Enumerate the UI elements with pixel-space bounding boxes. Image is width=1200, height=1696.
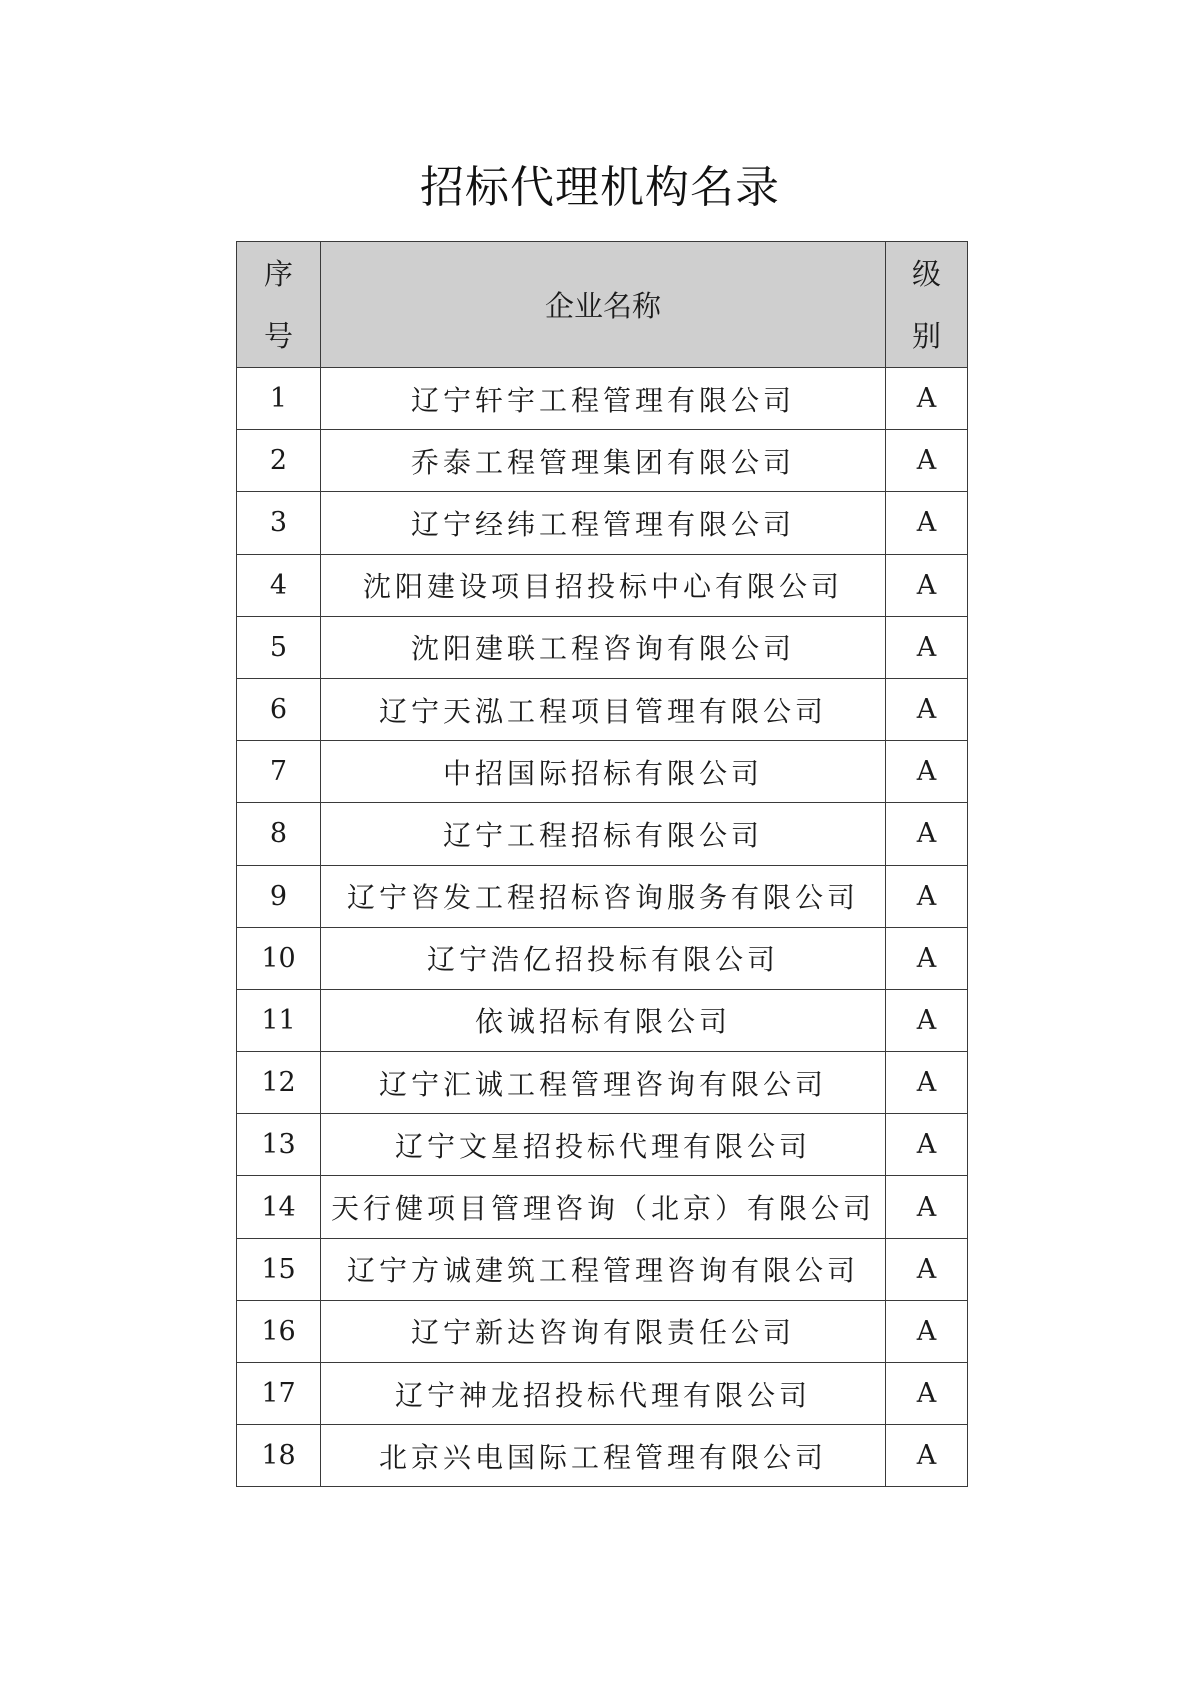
row-number-cell: 13 [237,1114,321,1176]
company-name-cell: 中招国际招标有限公司 [321,741,886,803]
grade-cell: A [886,927,968,989]
row-number-cell: 17 [237,1363,321,1425]
grade-cell: A [886,741,968,803]
row-number-cell: 12 [237,1052,321,1114]
table-row [237,554,968,616]
company-name-cell: 辽宁工程招标有限公司 [321,803,886,865]
column-header-name [321,242,886,368]
company-name-cell: 乔泰工程管理集团有限公司 [321,430,886,492]
row-number-cell: 15 [237,1238,321,1300]
table-row [237,1363,968,1425]
table-body [237,368,968,1487]
row-number-cell: 9 [237,865,321,927]
row-number-cell: 11 [237,989,321,1051]
row-number-cell: 1 [237,368,321,430]
table-row [237,368,968,430]
column-header-name-label: 企业名称 [544,289,661,323]
grade-cell: A [886,1114,968,1176]
table-row [237,741,968,803]
table-row [237,865,968,927]
row-number-cell: 4 [237,554,321,616]
grade-cell: A [886,1052,968,1114]
table-row [237,616,968,678]
grade-cell: A [886,1176,968,1238]
grade-cell: A [886,492,968,554]
table-row [237,1114,968,1176]
table-row [237,989,968,1051]
table-row [237,803,968,865]
table-row [237,430,968,492]
company-name-cell: 辽宁文星招投标代理有限公司 [321,1114,886,1176]
row-number-cell: 16 [237,1300,321,1362]
company-name-cell: 沈阳建联工程咨询有限公司 [321,616,886,678]
table-header [237,242,968,368]
row-number-cell: 10 [237,927,321,989]
company-name-cell: 辽宁神龙招投标代理有限公司 [321,1363,886,1425]
column-header-grade [886,242,968,368]
grade-cell: A [886,1363,968,1425]
page-title: 招标代理机构名录 [420,162,780,213]
table-row [237,492,968,554]
company-name-cell: 辽宁新达咨询有限责任公司 [321,1300,886,1362]
row-number-cell: 3 [237,492,321,554]
table-row [237,1238,968,1300]
column-header-no-label: 序号 [263,256,293,353]
company-name-cell: 沈阳建设项目招投标中心有限公司 [321,554,886,616]
company-name-cell: 北京兴电国际工程管理有限公司 [321,1425,886,1487]
company-name-cell: 辽宁经纬工程管理有限公司 [321,492,886,554]
company-name-cell: 辽宁咨发工程招标咨询服务有限公司 [321,865,886,927]
grade-cell: A [886,430,968,492]
table-row [237,1052,968,1114]
agency-roster-table [236,241,968,1487]
grade-cell: A [886,803,968,865]
column-header-no [237,242,321,368]
table-row [237,1300,968,1362]
grade-cell: A [886,865,968,927]
grade-cell: A [886,1300,968,1362]
header-row [237,242,968,368]
grade-cell: A [886,989,968,1051]
row-number-cell: 8 [237,803,321,865]
company-name-cell: 辽宁浩亿招投标有限公司 [321,927,886,989]
table-row [237,1425,968,1487]
grade-cell: A [886,1425,968,1487]
company-name-cell: 辽宁天泓工程项目管理有限公司 [321,678,886,740]
grade-cell: A [886,1238,968,1300]
company-name-cell: 辽宁方诚建筑工程管理咨询有限公司 [321,1238,886,1300]
table-row [237,1176,968,1238]
company-name-cell: 辽宁汇诚工程管理咨询有限公司 [321,1052,886,1114]
row-number-cell: 7 [237,741,321,803]
row-number-cell: 5 [237,616,321,678]
column-header-grade-label: 级别 [911,256,941,353]
table-row [237,927,968,989]
grade-cell: A [886,678,968,740]
row-number-cell: 6 [237,678,321,740]
company-name-cell: 天行健项目管理咨询（北京）有限公司 [321,1176,886,1238]
grade-cell: A [886,368,968,430]
grade-cell: A [886,616,968,678]
company-name-cell: 依诚招标有限公司 [321,989,886,1051]
table-row [237,678,968,740]
row-number-cell: 2 [237,430,321,492]
row-number-cell: 14 [237,1176,321,1238]
grade-cell: A [886,554,968,616]
row-number-cell: 18 [237,1425,321,1487]
company-name-cell: 辽宁轩宇工程管理有限公司 [321,368,886,430]
